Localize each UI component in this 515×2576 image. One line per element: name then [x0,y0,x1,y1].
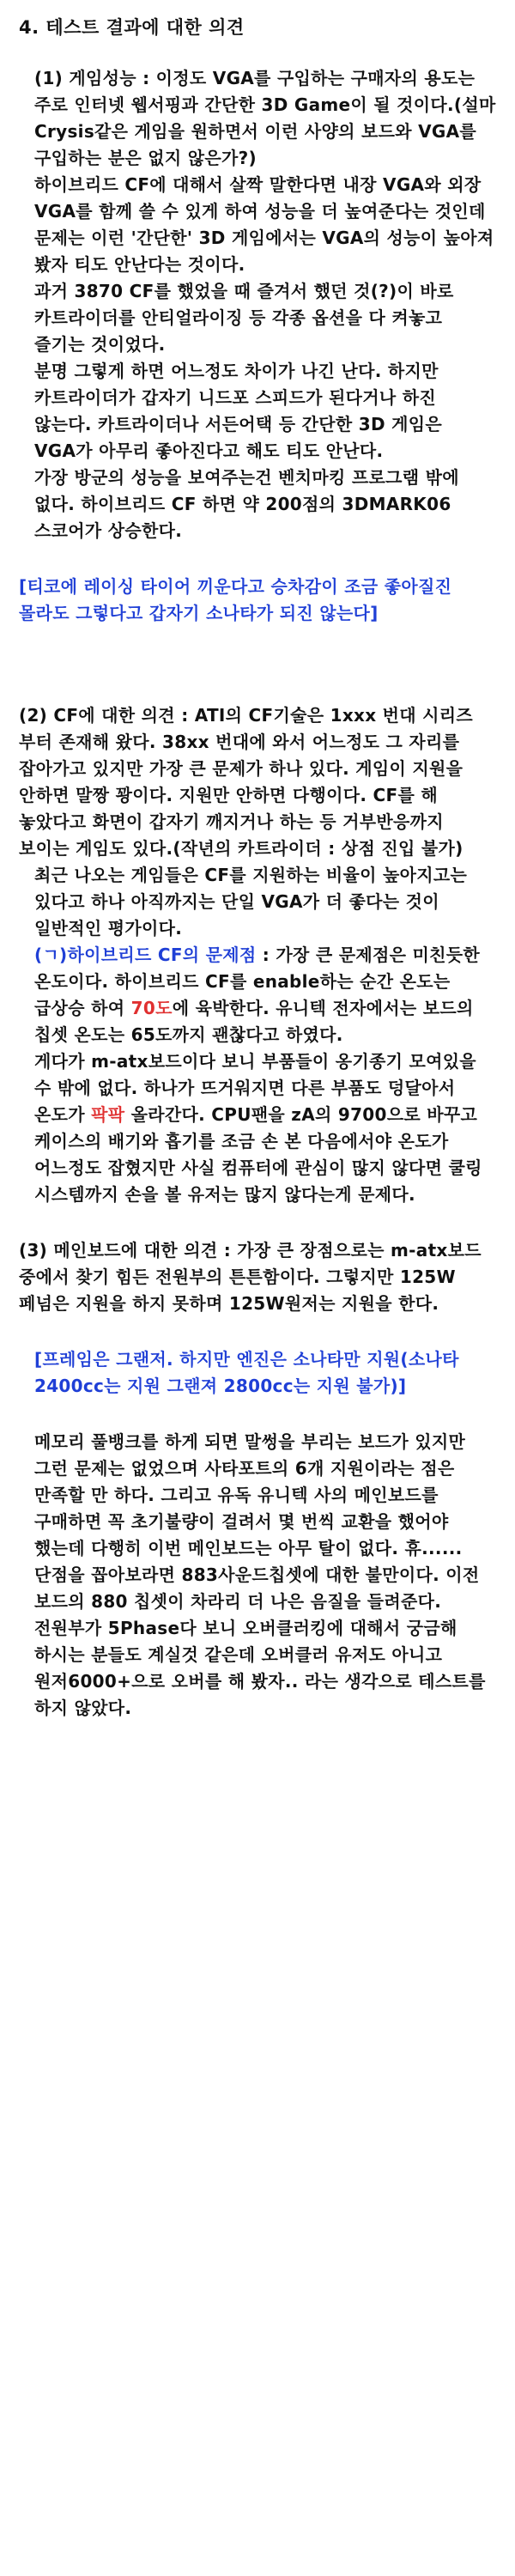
hybrid-problem-text-a: : 가장 큰 문제점은 미친듯한 온도이다. 하이브리드 CF를 enable하는 순간 온도는 급상승 하여 [34,945,480,1018]
matx-heat-paragraph [19,1048,498,1208]
power-phase-paragraph: 전원부가 5Phase다 보니 오버클러킹에 대해서 궁금해 하시는 분들도 계실것 같은데 오버클러 유저도 아니고 원저6000+으로 오버를 해 봤자.. 라는 생각으로 테스트를 하지 않았다. [34,1618,486,1718]
memory-paragraph: 메모리 풀뱅크를 하게 되면 말썽을 부리는 보드가 있지만 그런 문제는 없었으며 사타포트의 6개 지원이라는 점은 만족할 만 하다. 그리고 유독 유니텍 사의 메인보드를 구매하면 꼭 초기불량이 걸려서 몇 번씩 교환을 했어야 했는데 다행히 이번 메인보드는 아무 탈이 없다. 휴...... [34,1431,466,1558]
frame-quote: [프레임은 그랜저. 하지만 엔진은 소나타만 지원(소나타 2400cc는 지원 그랜져 2800cc는 지원 불가)] [34,1349,459,1396]
mainboard-opinion-paragraph: (3) 메인보드에 대한 의견 : 가장 큰 장점으로는 m-atx보드 중에서 찾기 힘든 전원부의 튼튼함이다. 그렇지만 125W 페넘은 지원을 하지 못하며 125W원저는 지원을 한다. [19,1240,482,1314]
matx-heat-text-a: 게다가 m-atx보드이다 보니 부품들이 옹기종기 모여있을 수 밖에 없다. 하나가 뜨거워지면 다른 부품도 덩달아서 온도가 [34,1051,476,1125]
matx-heat-text-b: 올라간다. CPU팬을 zA의 9700으로 바꾸고 케이스의 배기와 흡기를 조금 손 본 다음에서야 온도가 어느정도 잡혔지만 사실 컴퓨터에 관심이 많지 않다면 쿨링 시스템까지 손을 볼 유저는 많지 않다는게 문제다. [34,1104,482,1205]
hybrid-problem-text-b: 에 육박한다. 유니텍 전자에서는 보드의 칩셋 온도는 65도까지 괜찮다고 하였다. [34,998,474,1045]
benchmark-paragraph: 가장 방군의 성능을 보여주는건 벤치마킹 프로그램 밖에 없다. 하이브리드 CF 하면 약 200점의 3DMARK06 스코어가 상승한다. [34,467,459,541]
hybrid-cf-paragraph: 하이브리드 CF에 대해서 살짝 말한다면 내장 VGA와 외장 VGA를 함께 쓸 수 있게 하여 성능을 더 높여준다는 것인데 문제는 이런 '간단한' 3D 게임에서는 VGA의 성능이 높아져 봤자 티도 안난다는 것이다. [34,174,494,275]
section-heading: 4. 테스트 결과에 대한 의견 [19,17,245,38]
recent-games-paragraph: 최근 나오는 게임들은 CF를 지원하는 비율이 높아지고는 있다고 하나 아직까지는 단일 VGA가 더 좋다는 것이 일반적인 평가이다. [34,865,468,939]
game-performance-paragraph: (1) 게임성능 : 이정도 VGA를 구입하는 구매자의 용도는 주로 인터넷 웹서핑과 간단한 3D Game이 될 것이다.(설마 Crysis같은 게임을 원하면서 이런 사양의 보드와 VGA를 구입하는 분은 없지 않은가?) [34,68,496,168]
sound-chip-paragraph: 단점을 꼽아보라면 883사운드칩셋에 대한 불만이다. 이전 보드의 880 칩셋이 차라리 더 나은 음질을 들려준다. [34,1564,480,1612]
hot-highlight: 팍팍 [91,1104,125,1125]
difference-paragraph: 분명 그렇게 하면 어느정도 차이가 나긴 난다. 하지만 카트라이더가 갑자기 니드포 스피드가 된다거나 하진 않는다. 카트라이더나 서든어택 등 간단한 3D 게임은 VGA가 아무리 좋아진다고 해도 티도 안난다. [34,361,442,461]
tico-quote: [티코에 레이싱 타이어 끼운다고 승차감이 조금 좋아질진 몰라도 그렇다고 갑자기 소나타가 되진 않는다] [19,576,452,623]
temperature-highlight: 70도 [130,998,173,1018]
hybrid-problem-paragraph [19,942,498,1048]
kartrider-paragraph: 과거 3870 CF를 했었을 때 즐겨서 했던 것(?)이 바로 카트라이더를 안티얼라이징 등 각종 옵션을 다 켜놓고 즐기는 것이었다. [34,281,454,355]
cf-opinion-paragraph: (2) CF에 대한 의견 : ATI의 CF기술은 1xxx 번대 시리즈 부터 존재해 왔다. 38xx 번대에 와서 어느정도 그 자리를 잡아가고 있지만 가장 큰 문제가 하나 있다. 게임이 지원을 안하면 말짱 꽝이다. 지원만 안하면 다행이다. CF를 해 놓았다고 화면이 갑자기 깨지거나 하는 등 거부반응까지 보이는 게임도 있다.(작년의 카트라이더 : 상점 진입 불가) [19,705,474,859]
hybrid-problem-label: (ㄱ)하이브리드 CF의 문제점 [34,945,257,965]
